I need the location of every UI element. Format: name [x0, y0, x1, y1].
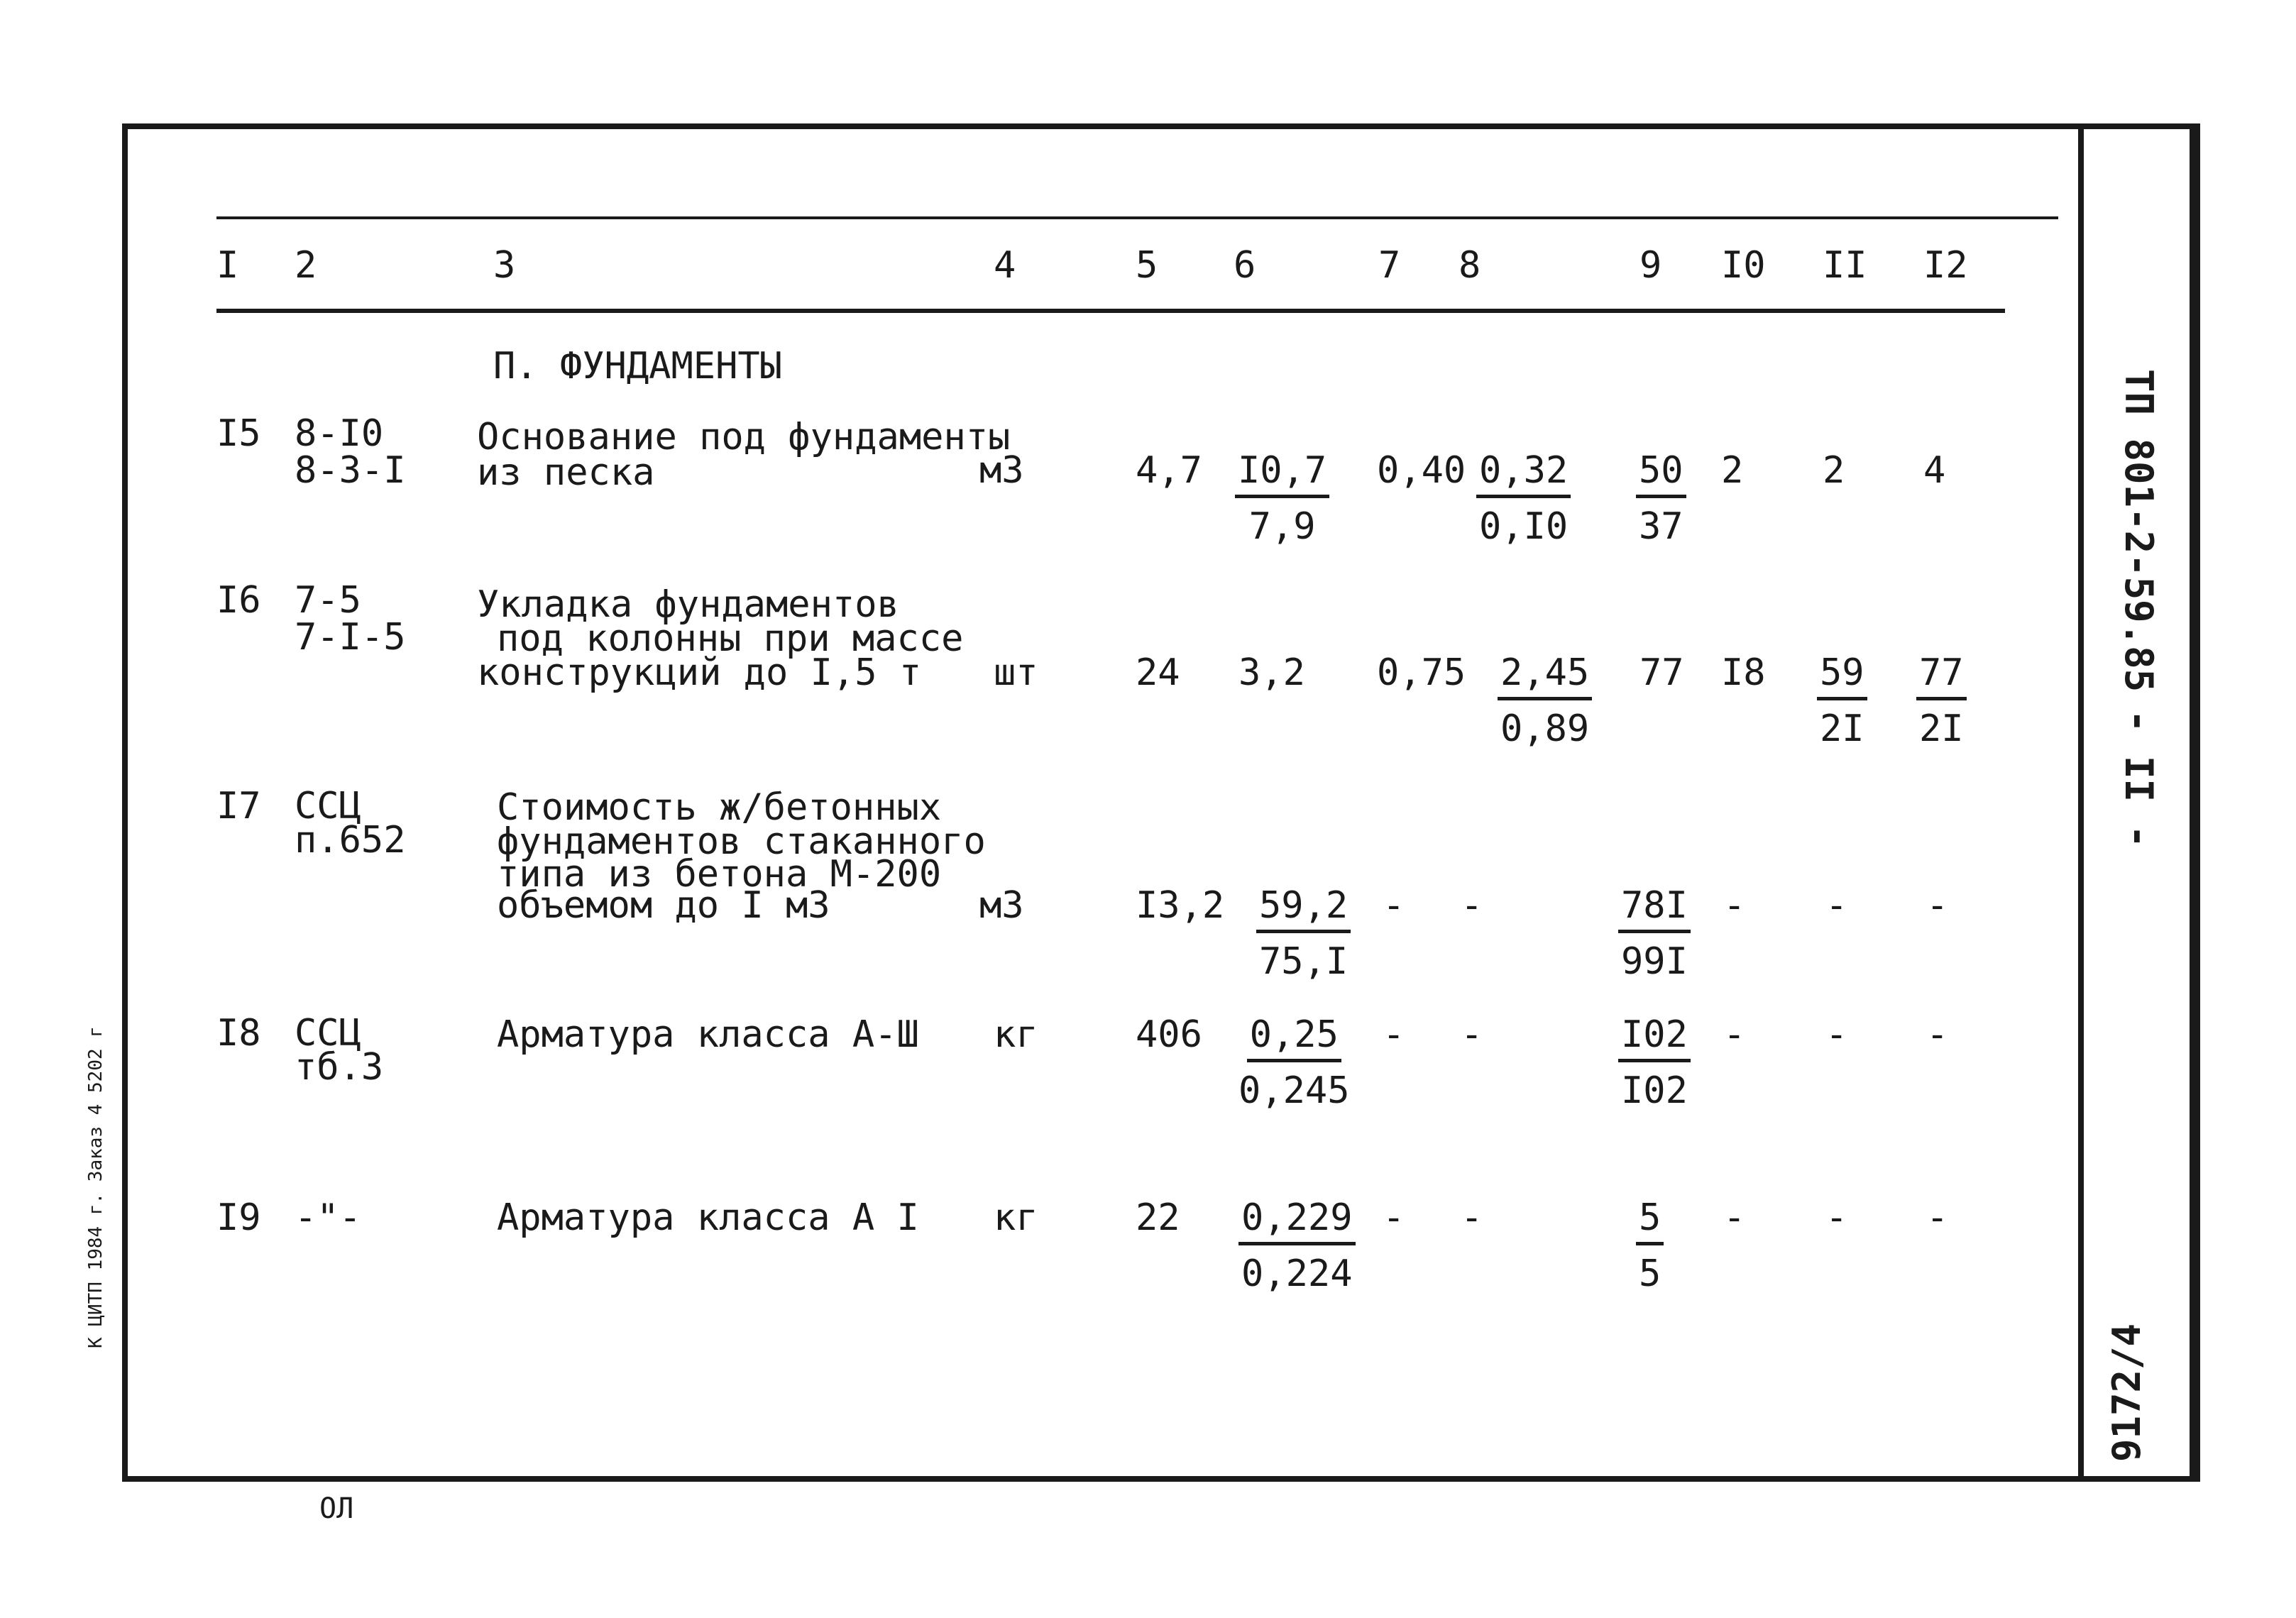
row-col7: - — [1383, 1196, 1405, 1239]
row-col10: - — [1723, 1196, 1746, 1239]
row-col10: I8 — [1721, 651, 1766, 694]
row-code: -"- — [295, 1196, 361, 1239]
denominator: 0,I0 — [1479, 505, 1569, 548]
row-unit: кг — [994, 1013, 1038, 1056]
numerator: 78I — [1618, 887, 1691, 933]
denominator: 0,245 — [1238, 1069, 1350, 1112]
row-col12: - — [1926, 884, 1949, 927]
numerator: 50 — [1636, 452, 1686, 498]
row-col10: - — [1723, 1013, 1746, 1056]
row-col8: - — [1461, 1196, 1483, 1239]
col-header-11: II — [1823, 244, 1867, 287]
row-description: типа из бетона М-200 — [497, 853, 942, 896]
col-header-1: I — [216, 244, 239, 287]
row-code: 8-I0 — [295, 412, 384, 455]
row-col9-fraction — [1636, 449, 1686, 548]
row-quantity: 22 — [1136, 1196, 1180, 1239]
row-col7: - — [1383, 1013, 1405, 1056]
row-quantity: 4,7 — [1136, 449, 1202, 492]
row-number: I8 — [216, 1012, 261, 1055]
header-bottom-rule — [216, 309, 2005, 313]
numerator: 0,25 — [1247, 1016, 1341, 1062]
col-header-12: I2 — [1923, 244, 1968, 287]
row-description: Основание под фундаменты — [477, 416, 1011, 458]
row-col6-fraction — [1256, 884, 1351, 983]
row-col11: - — [1825, 1013, 1848, 1056]
row-code: п.652 — [295, 819, 406, 862]
row-col12: - — [1926, 1196, 1949, 1239]
row-col9-fraction — [1618, 1013, 1691, 1112]
row-number: I9 — [216, 1196, 261, 1239]
denominator: 2I — [1919, 708, 1964, 750]
row-description: Арматура класса А I — [497, 1196, 919, 1239]
row-col6-fraction — [1238, 1196, 1356, 1295]
row-col10: - — [1723, 884, 1746, 927]
numerator: 0,32 — [1476, 452, 1571, 498]
col-header-6: 6 — [1234, 244, 1256, 287]
row-col11: - — [1825, 1196, 1848, 1239]
page-number: - II - — [2116, 710, 2161, 849]
numerator: I0,7 — [1235, 452, 1329, 498]
row-col6-fraction — [1238, 1013, 1350, 1112]
row-code: 7-I-5 — [295, 616, 406, 659]
row-col9-fraction — [1618, 884, 1691, 983]
col-header-3: 3 — [493, 244, 516, 287]
row-number: I7 — [216, 785, 261, 827]
numerator: 0,229 — [1238, 1199, 1356, 1245]
col-header-9: 9 — [1639, 244, 1662, 287]
row-col8-fraction — [1498, 651, 1592, 750]
denominator: 2I — [1820, 708, 1864, 750]
row-col7: 0,75 — [1377, 651, 1466, 694]
row-description: Арматура класса А-Ш — [497, 1013, 919, 1056]
denominator: 37 — [1639, 505, 1683, 548]
row-col7: 0,40 — [1377, 449, 1466, 492]
col-header-10: I0 — [1721, 244, 1766, 287]
col-header-4: 4 — [994, 244, 1016, 287]
col-header-2: 2 — [295, 244, 317, 287]
row-col11: - — [1825, 884, 1848, 927]
row-col8: - — [1461, 1013, 1483, 1056]
margin-print-note: К ЦИТП 1984 г. Заказ 4 5202 г — [85, 1026, 106, 1348]
numerator: I02 — [1618, 1016, 1691, 1062]
row-description: конструкций до I,5 т — [477, 651, 922, 694]
row-code: ССЦ — [295, 1012, 361, 1055]
numerator: 77 — [1916, 654, 1967, 700]
row-quantity: 406 — [1136, 1013, 1202, 1056]
row-col7: - — [1383, 884, 1405, 927]
row-col9: 77 — [1639, 651, 1684, 694]
row-number: I6 — [216, 579, 261, 622]
numerator: 5 — [1636, 1199, 1664, 1245]
numerator: 59 — [1817, 654, 1867, 700]
row-description: под колонны при массе — [497, 617, 964, 660]
denominator: I02 — [1621, 1069, 1688, 1112]
row-col8-fraction — [1476, 449, 1571, 548]
row-col11-fraction — [1817, 651, 1867, 750]
row-description: Стоимость ж/бетонных — [497, 786, 942, 829]
row-code: 7-5 — [295, 579, 361, 622]
denominator: 7,9 — [1248, 505, 1316, 548]
row-description: фундаментов стаканного — [497, 820, 986, 863]
row-unit: кг — [994, 1196, 1038, 1239]
row-code: тб.3 — [295, 1046, 384, 1089]
stamp-code: ТП 801-2-59.85 — [2116, 369, 2161, 693]
denominator: 0,89 — [1500, 708, 1590, 750]
row-col12: 4 — [1923, 449, 1946, 492]
denominator: 0,224 — [1241, 1253, 1353, 1295]
row-col12-fraction — [1916, 651, 1967, 750]
denominator: 5 — [1639, 1253, 1661, 1295]
denominator: 75,I — [1259, 940, 1349, 983]
col-header-5: 5 — [1136, 244, 1158, 287]
row-col6: 3,2 — [1238, 651, 1305, 694]
sheet-number: 9172/4 — [2104, 1323, 2149, 1462]
row-description: из песка — [477, 451, 655, 494]
row-col9-fraction — [1636, 1196, 1664, 1295]
row-col12: - — [1926, 1013, 1949, 1056]
row-description: Укладка фундаментов — [477, 583, 899, 626]
section-title: П. ФУНДАМЕНТЫ — [493, 345, 782, 387]
row-unit: шт — [994, 651, 1038, 694]
row-unit: м3 — [979, 449, 1024, 492]
row-unit: м3 — [979, 884, 1024, 927]
row-col10: 2 — [1721, 449, 1744, 492]
document-frame — [122, 123, 2195, 1482]
numerator: 59,2 — [1256, 887, 1351, 933]
row-number: I5 — [216, 412, 261, 455]
footer-mark: ОЛ — [319, 1492, 354, 1525]
denominator: 99I — [1621, 940, 1688, 983]
row-code: ССЦ — [295, 785, 361, 827]
col-header-7: 7 — [1378, 244, 1401, 287]
row-description: объемом до I м3 — [497, 884, 830, 927]
row-code: 8-3-I — [295, 449, 406, 492]
row-quantity: I3,2 — [1136, 884, 1225, 927]
row-col8: - — [1461, 884, 1483, 927]
header-top-rule — [216, 216, 2058, 219]
row-col6-fraction — [1235, 449, 1329, 548]
row-col11: 2 — [1823, 449, 1845, 492]
col-header-8: 8 — [1459, 244, 1481, 287]
row-quantity: 24 — [1136, 651, 1180, 694]
numerator: 2,45 — [1498, 654, 1592, 700]
